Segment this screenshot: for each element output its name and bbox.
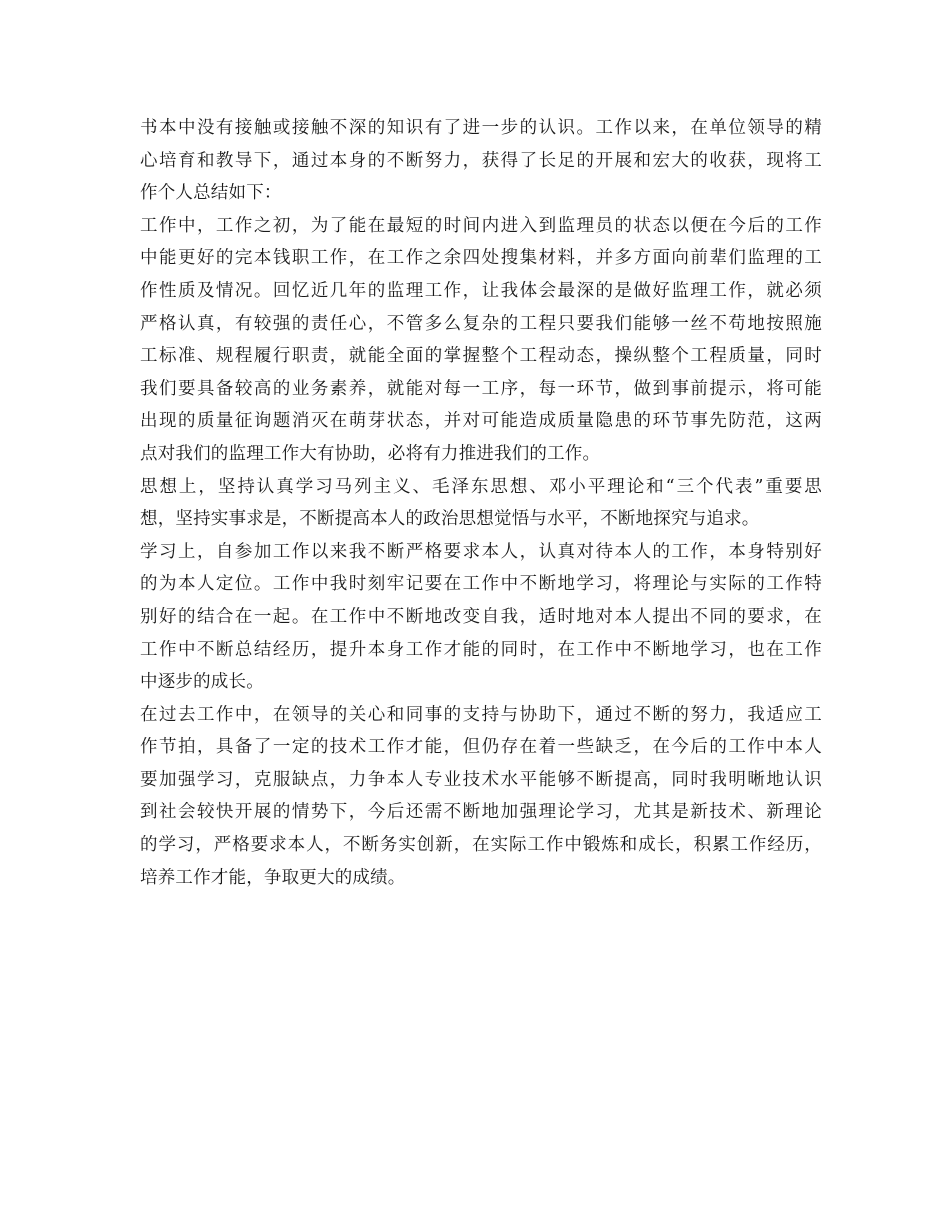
text-line: 工标准、规程履行职责，就能全面的掌握整个工程动态，操纵整个工程质量，同时 <box>140 346 822 367</box>
text-line: 出现的质量征询题消灭在萌芽状态，并对可能造成质量隐患的环节事先防范，这两 <box>140 411 822 432</box>
paragraph-study <box>140 536 822 699</box>
text-line: 点对我们的监理工作大有协助，必将有力推进我们的工作。 <box>140 443 601 464</box>
text-line: 作个人总结如下： <box>140 183 282 204</box>
paragraph-thought <box>140 471 822 536</box>
text-line: 的学习，严格要求本人，不断务实创新，在实际工作中锻炼和成长，积累工作经历， <box>140 835 822 856</box>
paragraph-intro <box>140 112 822 210</box>
text-line: 书本中没有接触或接触不深的知识有了进一步的认识。工作以来，在单位领导的精 <box>140 118 822 138</box>
text-line: 心培育和教导下，通过本身的不断努力，获得了长足的开展和宏大的收获，现将工 <box>140 150 822 171</box>
text-line: 到社会较快开展的情势下，今后还需不断地加强理论学习，尤其是新技术、新理论 <box>140 802 822 823</box>
paragraph-work <box>140 210 822 471</box>
text-line: 的为本人定位。工作中我时刻牢记要在工作中不断地学习，将理论与实际的工作特 <box>140 574 822 595</box>
text-line: 工作中，工作之初，为了能在最短的时间内进入到监理员的状态以便在今后的工作 <box>140 215 822 236</box>
paragraph-conclusion <box>140 699 822 895</box>
text-line: 严格认真，有较强的责任心，不管多么复杂的工程只要我们能够一丝不苟地按照施 <box>140 313 822 334</box>
text-line: 中逐步的成长。 <box>140 672 264 693</box>
text-line: 培养工作才能，争取更大的成绩。 <box>140 867 406 888</box>
text-line: 中能更好的完本钱职工作，在工作之余四处搜集材料，并多方面向前辈们监理的工 <box>140 248 822 269</box>
text-line: 作节拍，具备了一定的技术工作才能，但仍存在着一些缺乏，在今后的工作中本人 <box>140 737 822 758</box>
text-line: 别好的结合在一起。在工作中不断地改变自我，适时地对本人提出不同的要求，在 <box>140 606 822 627</box>
text-line: 思想上，坚持认真学习马列主义、毛泽东思想、邓小平理论和“三个代表”重要思 <box>140 476 822 497</box>
text-line: 作性质及情况。回忆近几年的监理工作，让我体会最深的是做好监理工作，就必须 <box>140 280 822 301</box>
text-line: 我们要具备较高的业务素养，就能对每一工序，每一环节，做到事前提示，将可能 <box>140 378 822 399</box>
text-line: 在过去工作中，在领导的关心和同事的支持与协助下，通过不断的努力，我适应工 <box>140 704 822 725</box>
text-line: 学习上，自参加工作以来我不断严格要求本人，认真对待本人的工作，本身特别好 <box>140 541 822 562</box>
text-line: 想，坚持实事求是，不断提高本人的政治思想觉悟与水平，不断地探究与追求。 <box>140 509 760 530</box>
text-line: 工作中不断总结经历，提升本身工作才能的同时，在工作中不断地学习，也在工作 <box>140 639 822 660</box>
text-line: 要加强学习，克服缺点，力争本人专业技术水平能够不断提高，同时我明晰地认识 <box>140 769 822 790</box>
document-body <box>140 112 822 894</box>
